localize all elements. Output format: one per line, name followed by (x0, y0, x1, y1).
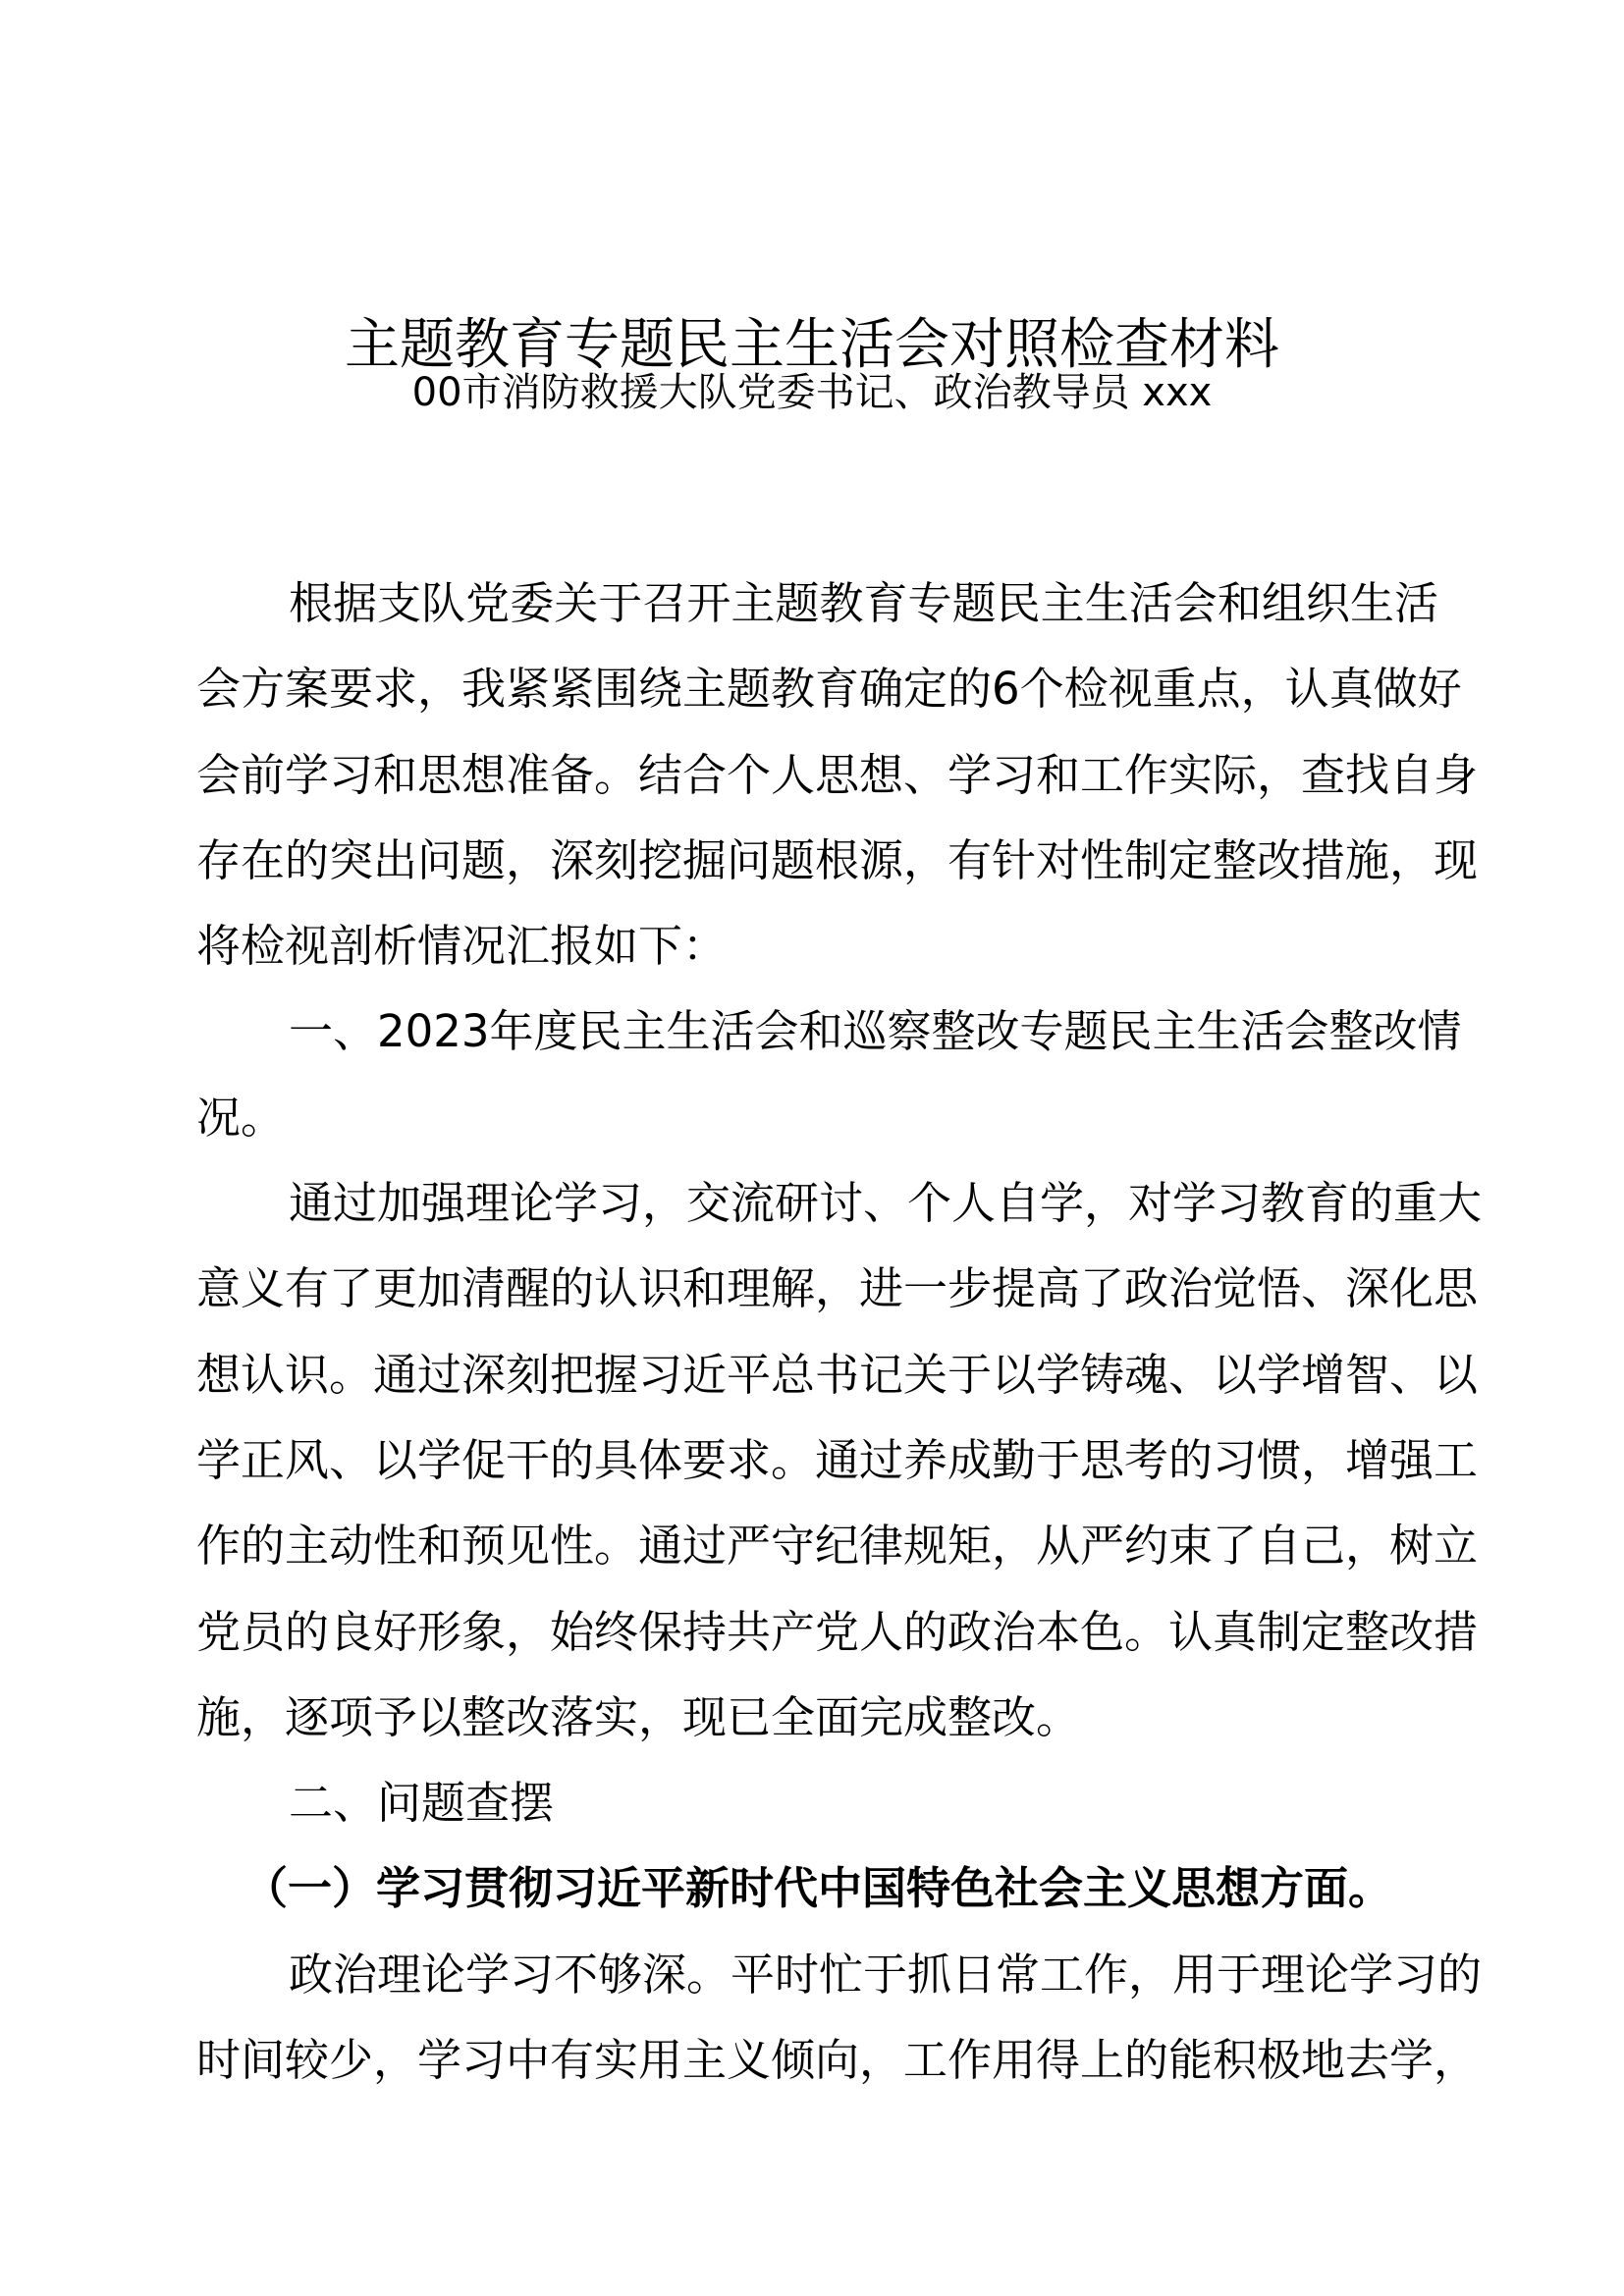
text-line: 想认识。通过深刻把握习近平总书记关于以学铸魂、以学增智、以 (196, 1348, 1479, 1401)
text-line: 一、2023年度民主生活会和巡察整改专题民主生活会整改情 (289, 1005, 1462, 1058)
text-line: 将检视剖析情况汇报如下： (196, 920, 728, 973)
text-line: 根据支队党委关于召开主题教育专题民主生活会和组织生活 (289, 577, 1438, 629)
text-line: 意义有了更加清醒的认识和理解，进一步提高了政治觉悟、深化思 (196, 1262, 1479, 1315)
paragraph (196, 988, 1462, 1160)
text-line: 党员的良好形象，始终保持共产党人的政治本色。认真制定整改措 (196, 1605, 1479, 1658)
text-line: 存在的突出问题，深刻挖掘问题根源，有针对性制定整改措施，现 (196, 833, 1479, 886)
text-line: 政治理论学习不够深。平时忙于抓日常工作，用于理论学习的 (289, 1948, 1483, 2001)
text-line: 通过加强理论学习，交流研讨、个人自学，对学习教育的重大 (289, 1177, 1483, 1230)
text-line: 作的主动性和预见性。通过严守纪律规矩，从严约束了自己，树立 (196, 1520, 1479, 1573)
text-line: 会前学习和思想准备。结合个人思想、学习和工作实际，查找自身 (196, 748, 1479, 801)
paragraph (196, 1760, 1438, 1845)
text-line: 时间较少，学习中有实用主义倾向，工作用得上的能积极地去学， (196, 2034, 1479, 2087)
text-line: 施，逐项予以整改落实，现已全面完成整改。 (196, 1690, 1081, 1743)
text-line: 会方案要求，我紧紧围绕主题教育确定的6个检视重点，认真做好 (196, 663, 1462, 716)
text-line: （一）学习贯彻习近平新时代中国特色社会主义思想方面。 (244, 1862, 1393, 1915)
document-body (196, 561, 1483, 2103)
document-title: 主题教育专题民主生活会对照检查材料 (345, 313, 1279, 377)
document-author-line: 00市消防救援大队党委书记、政治教导员 xxx (411, 370, 1213, 415)
paragraph (196, 1160, 1483, 1760)
paragraph (196, 561, 1479, 988)
text-line: 二、问题查摆 (289, 1777, 555, 1830)
text-line: 学正风、以学促干的具体要求。通过养成勤于思考的习惯，增强工 (196, 1433, 1479, 1486)
text-line: 况。 (196, 1091, 286, 1144)
paragraph (196, 1932, 1483, 2104)
section-heading (196, 1845, 1438, 1931)
